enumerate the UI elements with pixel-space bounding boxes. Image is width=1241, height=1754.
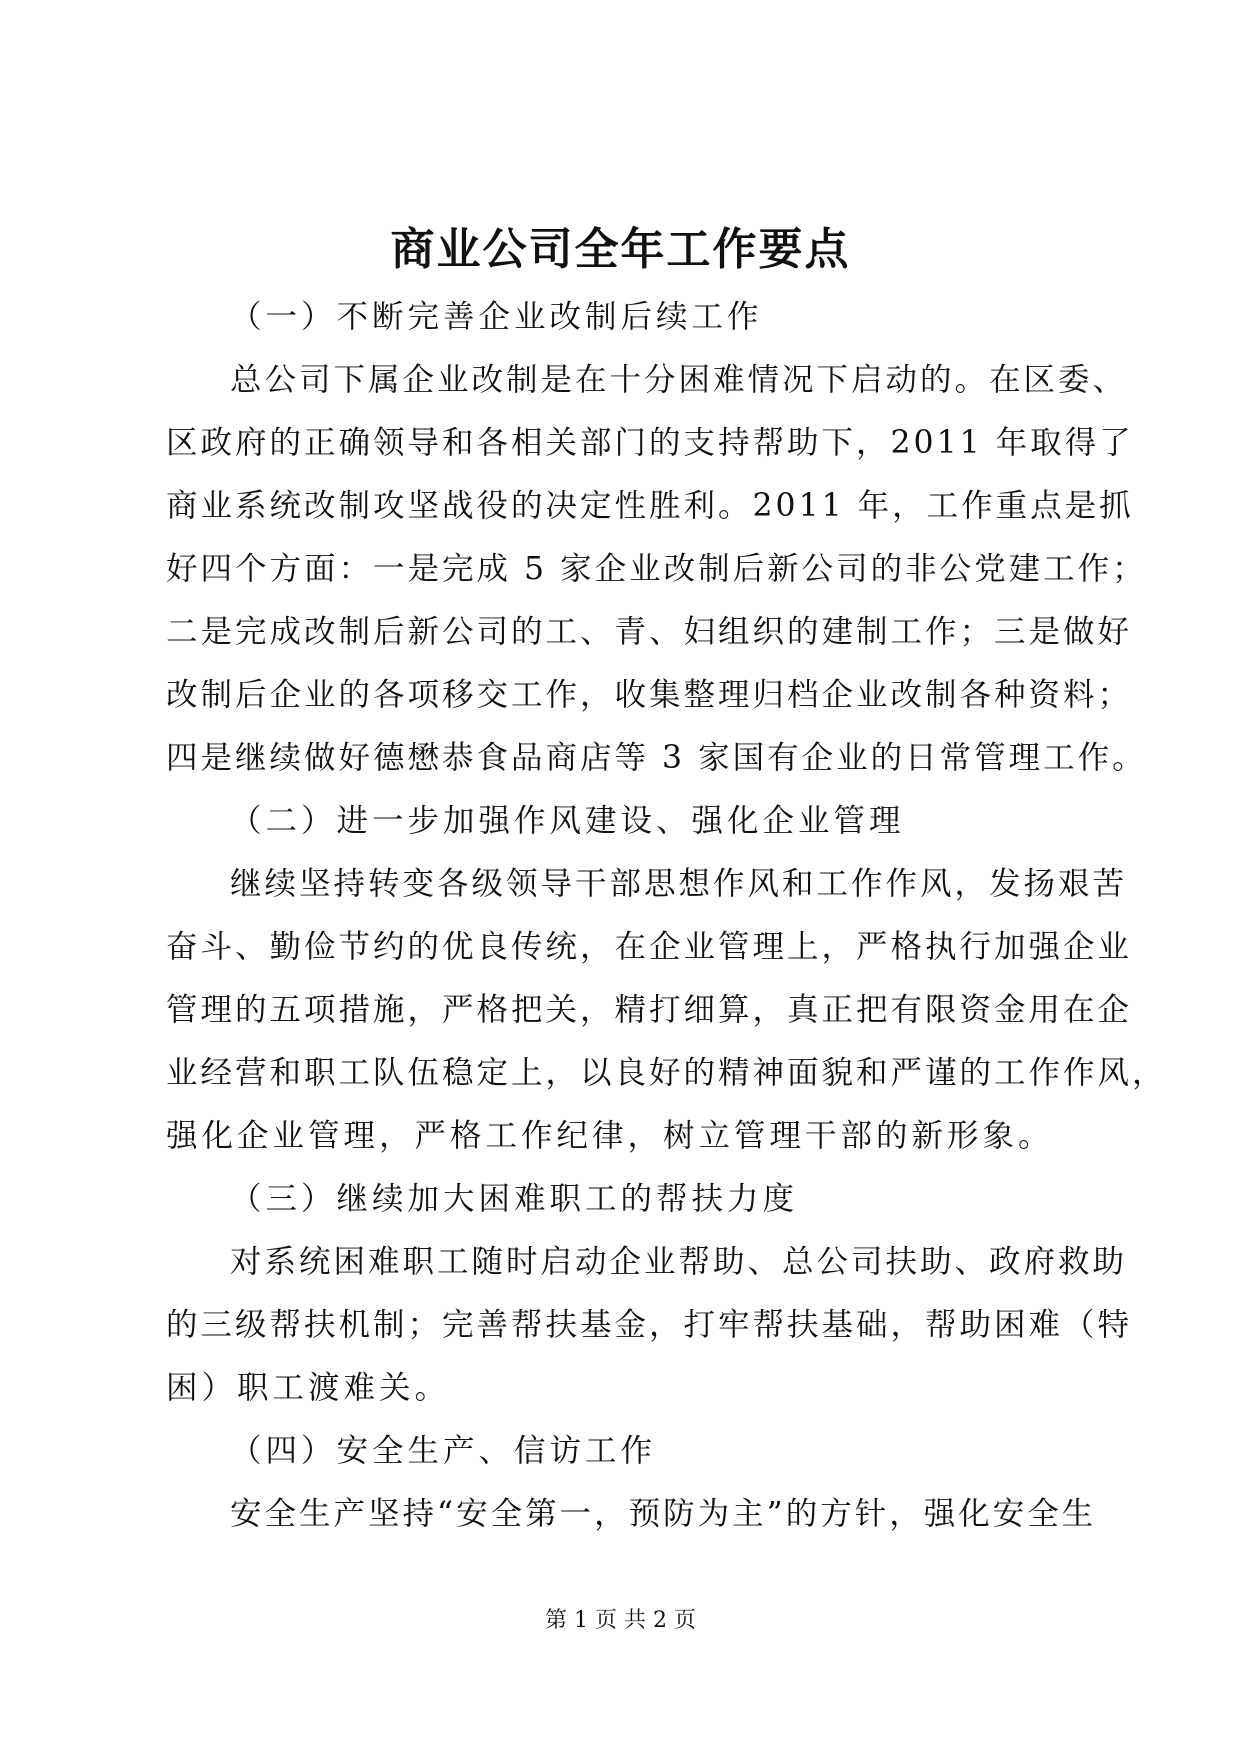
paragraph-line: 业经营和职工队伍稳定上，以良好的精神面貌和严谨的工作作风， (166, 1055, 1167, 1091)
paragraph-line: 对系统困难职工随时启动企业帮助、总公司扶助、政府救助 (230, 1244, 1128, 1280)
paragraph-line: 好四个方面：一是完成 5 家企业改制后新公司的非公党建工作； (166, 551, 1147, 587)
paragraph-line: 的三级帮扶机制；完善帮扶基金，打牢帮扶基础，帮助困难（特 (166, 1307, 1133, 1343)
section-heading-1: （一）不断完善企业改制后续工作 (230, 299, 763, 335)
paragraph-line: 二是完成改制后新公司的工、青、妇组织的建制工作；三是做好 (166, 614, 1133, 650)
paragraph-line: 商业系统改制攻坚战役的决定性胜利。2011 年，工作重点是抓 (166, 488, 1134, 524)
paragraph-line: 强化企业管理，严格工作纪律，树立管理干部的新形象。 (166, 1118, 1054, 1154)
document-title: 商业公司全年工作要点 (390, 224, 851, 275)
paragraph-line: 四是继续做好德懋恭食品商店等 3 家国有企业的日常管理工作。 (166, 740, 1147, 776)
paragraph-line: 区政府的正确领导和各相关部门的支持帮助下，2011 年取得了 (166, 425, 1134, 461)
section-heading-4: （四）安全生产、信访工作 (230, 1433, 657, 1469)
paragraph-line: 奋斗、勤俭节约的优良传统，在企业管理上，严格执行加强企业 (166, 929, 1133, 965)
section-heading-2: （二）进一步加强作风建设、强化企业管理 (230, 803, 905, 839)
section-heading-3: （三）继续加大困难职工的帮扶力度 (230, 1181, 799, 1217)
document-body (166, 286, 1167, 1546)
paragraph-line: 管理的五项措施，严格把关，精打细算，真正把有限资金用在企 (166, 992, 1133, 1028)
paragraph-line: 改制后企业的各项移交工作，收集整理归档企业改制各种资料； (166, 677, 1133, 713)
paragraph-line: 总公司下属企业改制是在十分困难情况下启动的。在区委、 (230, 362, 1128, 398)
page-footer: 第 1 页 共 2 页 (545, 1608, 696, 1633)
paragraph-line: 困）职工渡难关。 (166, 1370, 451, 1406)
paragraph-line: 继续坚持转变各级领导干部思想作风和工作作风，发扬艰苦 (230, 866, 1128, 902)
paragraph-line: 安全生产坚持“安全第一，预防为主”的方针，强化安全生 (230, 1496, 1097, 1532)
